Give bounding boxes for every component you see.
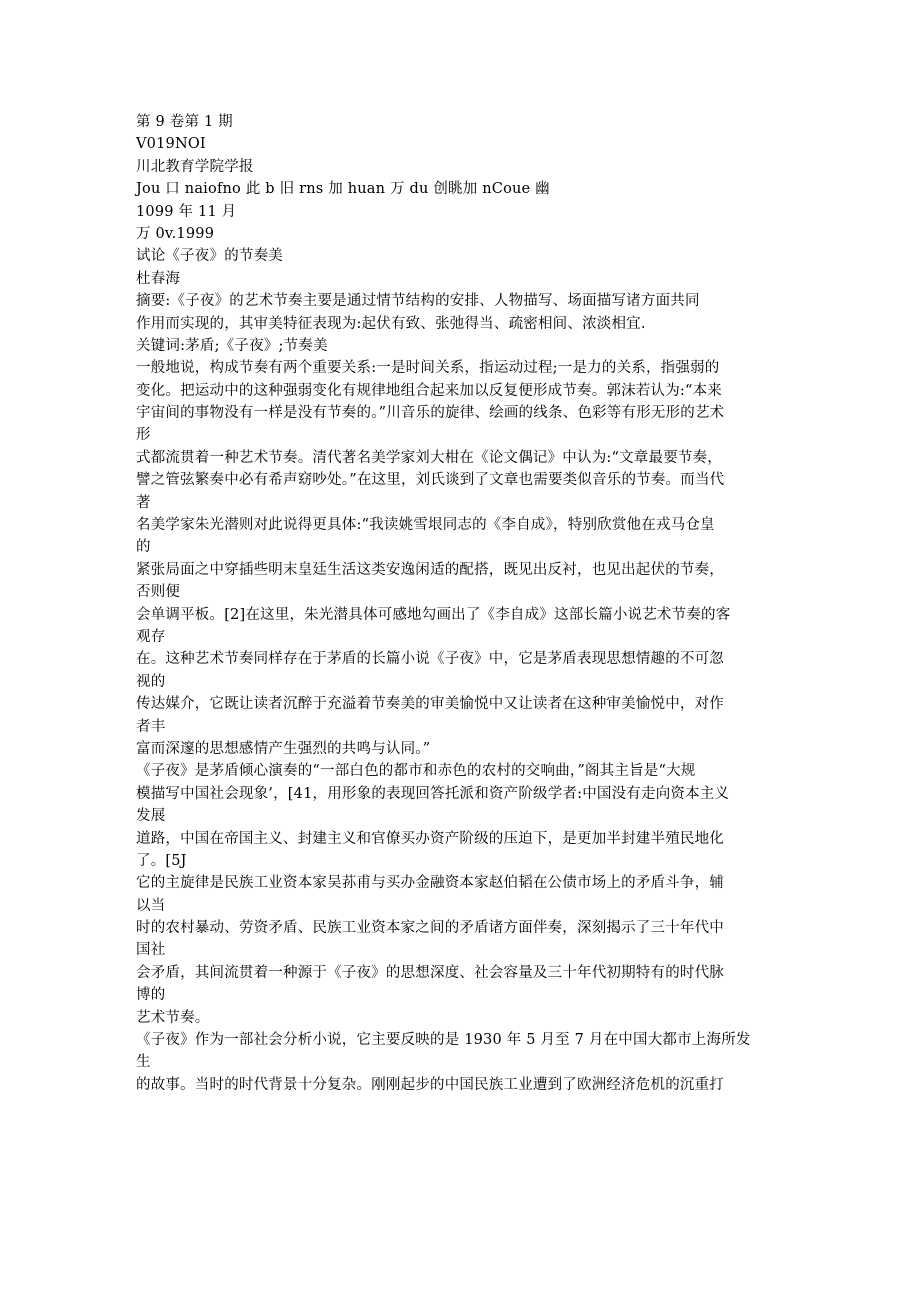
text-line: 形 (136, 427, 151, 444)
text-line: 模描写中国社会现象’，[41，用形象的表现回答托派和资产阶级学者:中国没有走向资本主义 (136, 785, 730, 802)
text-line: 作用而实现的，其审美特征表现为:起伏有致、张弛得当、疏密相间、浓淡相宜. (136, 315, 646, 332)
text-line: 杜春海 (136, 270, 181, 287)
text-line: 的 (136, 539, 151, 556)
text-line: 试论《子夜》的节奏美 (136, 248, 283, 265)
text-line: 视的 (136, 673, 166, 690)
text-line: 在。这种艺术节奏同样存在于茅盾的长篇小说《子夜》中，它是茅盾表现思想情趣的不可忽 (136, 651, 724, 668)
text-line: 以当 (136, 897, 166, 914)
text-line: 否则便 (136, 584, 181, 601)
text-line: 艺术节奏。 (136, 1009, 210, 1026)
text-line: 者丰 (136, 718, 166, 735)
text-line: 《子夜》作为一部社会分析小说，它主要反映的是 1930 年 5 月至 7 月在中国大都市上海所发 (136, 1032, 751, 1049)
text-line: 富而深邃的思想感情产生强烈的共鸣与认同。” (136, 740, 431, 757)
text-line: 会矛盾，其间流贯着一种源于《子夜》的思想深度、社会容量及三十年代初期特有的时代脉 (136, 964, 724, 981)
text-line: 变化。把运动中的这种强弱变化有规律地组合起来加以反复便形成节奏。郭沫若认为:“本来 (136, 382, 722, 399)
text-line: 宇宙间的事物没有一样是没有节奏的。”川音乐的旋律、绘画的线条、色彩等有形无形的艺术 (136, 405, 725, 422)
text-line: 了。[5J (136, 852, 187, 869)
text-line: 会单调平板。[2]在这里，朱光潜具体可感地勾画出了《李自成》这部长篇小说艺术节奏的客 (136, 606, 731, 623)
text-line: 《子夜》是茅盾倾心演奏的“一部白色的都市和赤色的农村的交响曲，”阁其主旨是“大规 (136, 763, 696, 780)
text-line: 名美学家朱光潜则对此说得更具体:“我读姚雪垠同志的《李自成》，特别欣赏他在戎马仓皇 (136, 517, 715, 534)
text-line: 川北教育学院学报 (136, 158, 254, 175)
text-line: 观存 (136, 628, 166, 645)
text-line: 式都流贯着一种艺术节奏。清代著名美学家刘大柑在《论文偶记》中认为:“文章最要节奏， (136, 449, 722, 466)
text-line: 1099 年 11 月 (136, 203, 237, 220)
text-line: 著 (136, 494, 151, 511)
text-line: 道路，中国在帝国主义、封建主义和官僚买办资产阶级的压迫下，是更加半封建半殖民地化 (136, 830, 724, 847)
text-line: 国社 (136, 942, 166, 959)
text-line: 一般地说，构成节奏有两个重要关系:一是时间关系，指运动过程;一是力的关系，指强弱的 (136, 360, 720, 377)
text-line: 发展 (136, 808, 166, 825)
text-line: 第 9 卷第 1 期 (136, 114, 233, 130)
document-page (136, 111, 796, 1096)
text-line: 万 0v.1999 (136, 225, 215, 242)
text-line: 博的 (136, 987, 166, 1004)
text-line: 关键词:茅盾;《子夜》;节奏美 (136, 337, 328, 354)
text-line: 譬之管弦繁奏中必有希声窈吵处。”在这里，刘氏谈到了文章也需要类似音乐的节奏。而当代 (136, 472, 725, 489)
text-line: V019NOI (136, 136, 206, 153)
text-line: 它的主旋律是民族工业资本家吴荪甫与买办金融资本家赵伯韬在公债市场上的矛盾斗争，辅 (136, 875, 724, 892)
text-line: 紧张局面之中穿插些明末皇廷生活这类安逸闲适的配搭，既见出反衬，也见出起伏的节奏， (136, 561, 724, 578)
text-line: 的故事。当时的时代背景十分复杂。刚刚起步的中国民族工业遭到了欧洲经济危机的沉重打 (136, 1076, 724, 1093)
text-line: Jou 口 naiofno 此 b 旧 rns 加 huan 万 du 创眺加 nCoue 幽 (136, 181, 550, 198)
text-line: 摘要:《子夜》的艺术节奏主要是通过情节结构的安排、人物描写、场面描写诸方面共同 (136, 293, 700, 310)
text-line: 时的农村暴动、劳资矛盾、民族工业资本家之间的矛盾诸方面伴奏，深刻揭示了三十年代中 (136, 920, 724, 937)
text-line: 生 (136, 1054, 151, 1071)
text-line: 传达媒介，它既让读者沉醉于充溢着节奏美的审美愉悦中又让读者在这种审美愉悦中，对作 (136, 696, 724, 713)
